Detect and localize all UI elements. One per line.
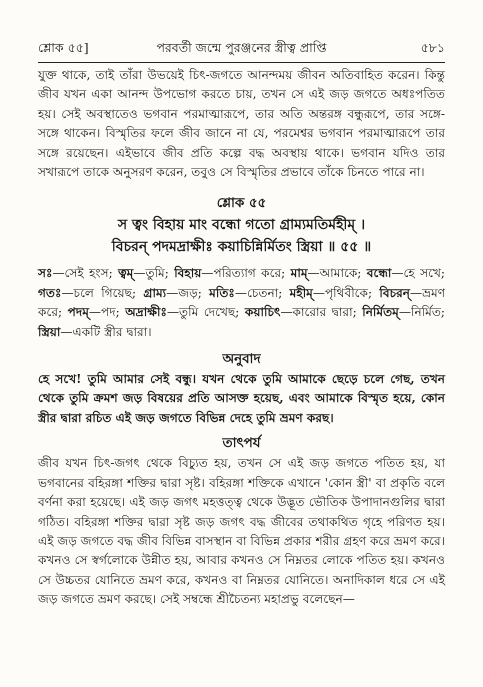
synonym-meaning: হে সখে; [403,266,446,281]
translation-text: হে সখে! তুমি আমার সেই বন্ধু। যখন থেকে তুমি আমাকে ছেড়ে চলে গেছ, তখন থেকে তুমি ক্রমশ জড় বিষয়ের প্রতি আসক্ত হয়েছ, এবং আমাকে বিস্মৃত হয়ে, কোন স্ত্রীর দ্বারা রচিত এই জড় জগতে বিভিন্ন দেহে তুমি ভ্রমণ করছ। [38,372,445,425]
synonym-word: সঃ [38,266,53,281]
verse-heading: শ্লোক ৫৫ [216,195,267,212]
synonym-word: বন্ধো [366,266,392,281]
verse-line: স ত্বং বিহায় মাং বন্ধো গতো গ্রাম্যমতির্মহীম্ । [117,217,366,234]
purport-text: জীব যখন চিৎ-জগৎ থেকে বিচ্যুত হয়, তখন সে এই জড় জগতে পতিত হয়, যা ভগবানের বহিরঙ্গা শক্তির দ্বারা সৃষ্ট। বহিরঙ্গা শক্তিকে এখানে 'কোন স্ত্রী' বা প্রকৃতি বলে বর্ণনা করা হয়েছে। এই জড় জগৎ মহত্তত্ত্ব থেকে উদ্ভূত ভৌতিক উপাদানগুলির দ্বারা গঠিত। বহিরঙ্গা শক্তির দ্বারা সৃষ্ট জড় জগৎ বদ্ধ জীবের তথাকথিত গৃহে পরিণত হয়। এই জড় জগতে বদ্ধ জীব বিভিন্ন বাসস্থান বা বিভিন্ন প্রকার শরীর গ্রহণ করে ভ্রমণ করে। কখনও সে স্বর্গলোকে উন্নীত হয়, আবার কখনও সে নিম্নতর লোকে পতিত হয়। কখনও সে উচ্চতর যোনিতে ভ্রমণ করে, কখনও বা নিম্নতর যোনিতে। অনাদিকাল ধরে সে এই জড় জগতে ভ্রমণ করছে। সেই সম্বন্ধে শ্রীচৈতন্য মহাপ্রভু বলেছেন— [38,456,445,607]
word-synonyms: সঃ—সেই হংস; ত্বম্—তুমি; বিহায়—পরিত্যাগ করে; মাম্—আমাকে; বন্ধো—হে সখে; গতঃ—চলে গিয়েছ; গ্রাম্য—জড়; মতিঃ—চেতনা; মহীম্—পৃথিবীকে; বিচরন্—ভ্রমণ করে; পদম্—পদ; অদ্রাক্ষীঃ—তুমি দেখেছ; কয়াচিৎ—কারোর দ্বারা; নির্মিতম্—নির্মিত; স্ত্রিয়া—একটি স্ত্রীর দ্বারা। [38,266,446,339]
synonym-word: কয়াচিৎ [244,305,281,320]
synonym-meaning: আমাকে; [319,266,367,281]
running-header [38,38,445,58]
header-rule [38,62,445,63]
synonym-meaning: জড়; [178,285,210,300]
synonym-word: নির্মিতম্ [362,305,399,320]
page-number: ৫৮১ [420,40,445,55]
verse-reference: শ্লোক ৫৫] [38,40,89,55]
synonym-word: ত্বম্ [118,266,134,281]
intro-paragraph: যুক্ত থাকে, তাই তাঁরা উভয়েই চিৎ-জগতে আনন্দময় জীবন অতিবাহিত করেন। কিন্তু জীব যখন একা আনন্দ উপভোগ করতে চায়, তখন সে এই জড় জগতে অধঃপতিত হয়। সেই অবস্থাতেও ভগবান পরমাত্মারূপে, তার অতি অন্তরঙ্গ বন্ধুরূপে, তার সঙ্গে-সঙ্গে থাকেন। বিস্মৃতির ফলে জীব জানে না যে, পরমেশ্বর ভগবান পরমাত্মারূপে তার সঙ্গে রয়েছেন। এইভাবে জীব প্রতি কল্পে বদ্ধ অবস্থায় থাকে। ভগবান যদিও তার সখারূপে তাকে অনুসরণ করেন, তবুও সে বিস্মৃতির প্রভাবে তাঁকে চিনতে পারে না। [38,68,445,180]
synonym-meaning: পৃথিবীকে; [324,285,380,300]
synonym-meaning: নির্মিত; [410,305,445,320]
synonym-meaning: পদ; [101,305,126,320]
synonym-word: অদ্রাক্ষীঃ [125,305,167,320]
synonym-word: মতিঃ [209,285,235,300]
synonym-meaning: তুমি দেখেছ; [179,305,245,320]
synonym-word: গ্রাম্য [143,285,167,300]
synonym-meaning: ভ্রমণ করে; [38,285,446,320]
synonym-meaning: সেই হংস; [64,266,119,281]
synonym-word: বিহায় [174,266,202,281]
verse-line: বিচরন্ পদমদ্রাক্ষীঃ কয়াচিন্নির্মিতং স্ত্রিয়া ॥ ৫৫ ॥ [111,239,372,256]
synonym-meaning: চলে গিয়েছ; [73,285,144,300]
synonym-meaning: কারোর দ্বারা; [292,305,363,320]
synonym-word: মহীম্ [289,285,313,300]
synonym-word: গতঃ [38,285,62,300]
purport-heading: তাৎপর্য [222,435,261,452]
page-content [38,66,445,610]
synonym-meaning: তুমি; [145,266,175,281]
translation-heading: অনুবাদ [222,351,261,368]
synonym-word: বিচরন্ [379,285,410,300]
chapter-title: পরবর্তী জন্মে পুরঞ্জনের স্ত্রীত্ব প্রাপ্তি [156,40,327,55]
synonym-meaning: একটি স্ত্রীর দ্বারা। [72,324,152,339]
synonym-word: মাম্ [290,266,308,281]
synonym-meaning: পরিত্যাগ করে; [213,266,291,281]
synonym-meaning: চেতনা; [246,285,290,300]
synonym-word: স্ত্রিয়া [38,324,61,339]
synonym-word: পদম্ [67,305,89,320]
